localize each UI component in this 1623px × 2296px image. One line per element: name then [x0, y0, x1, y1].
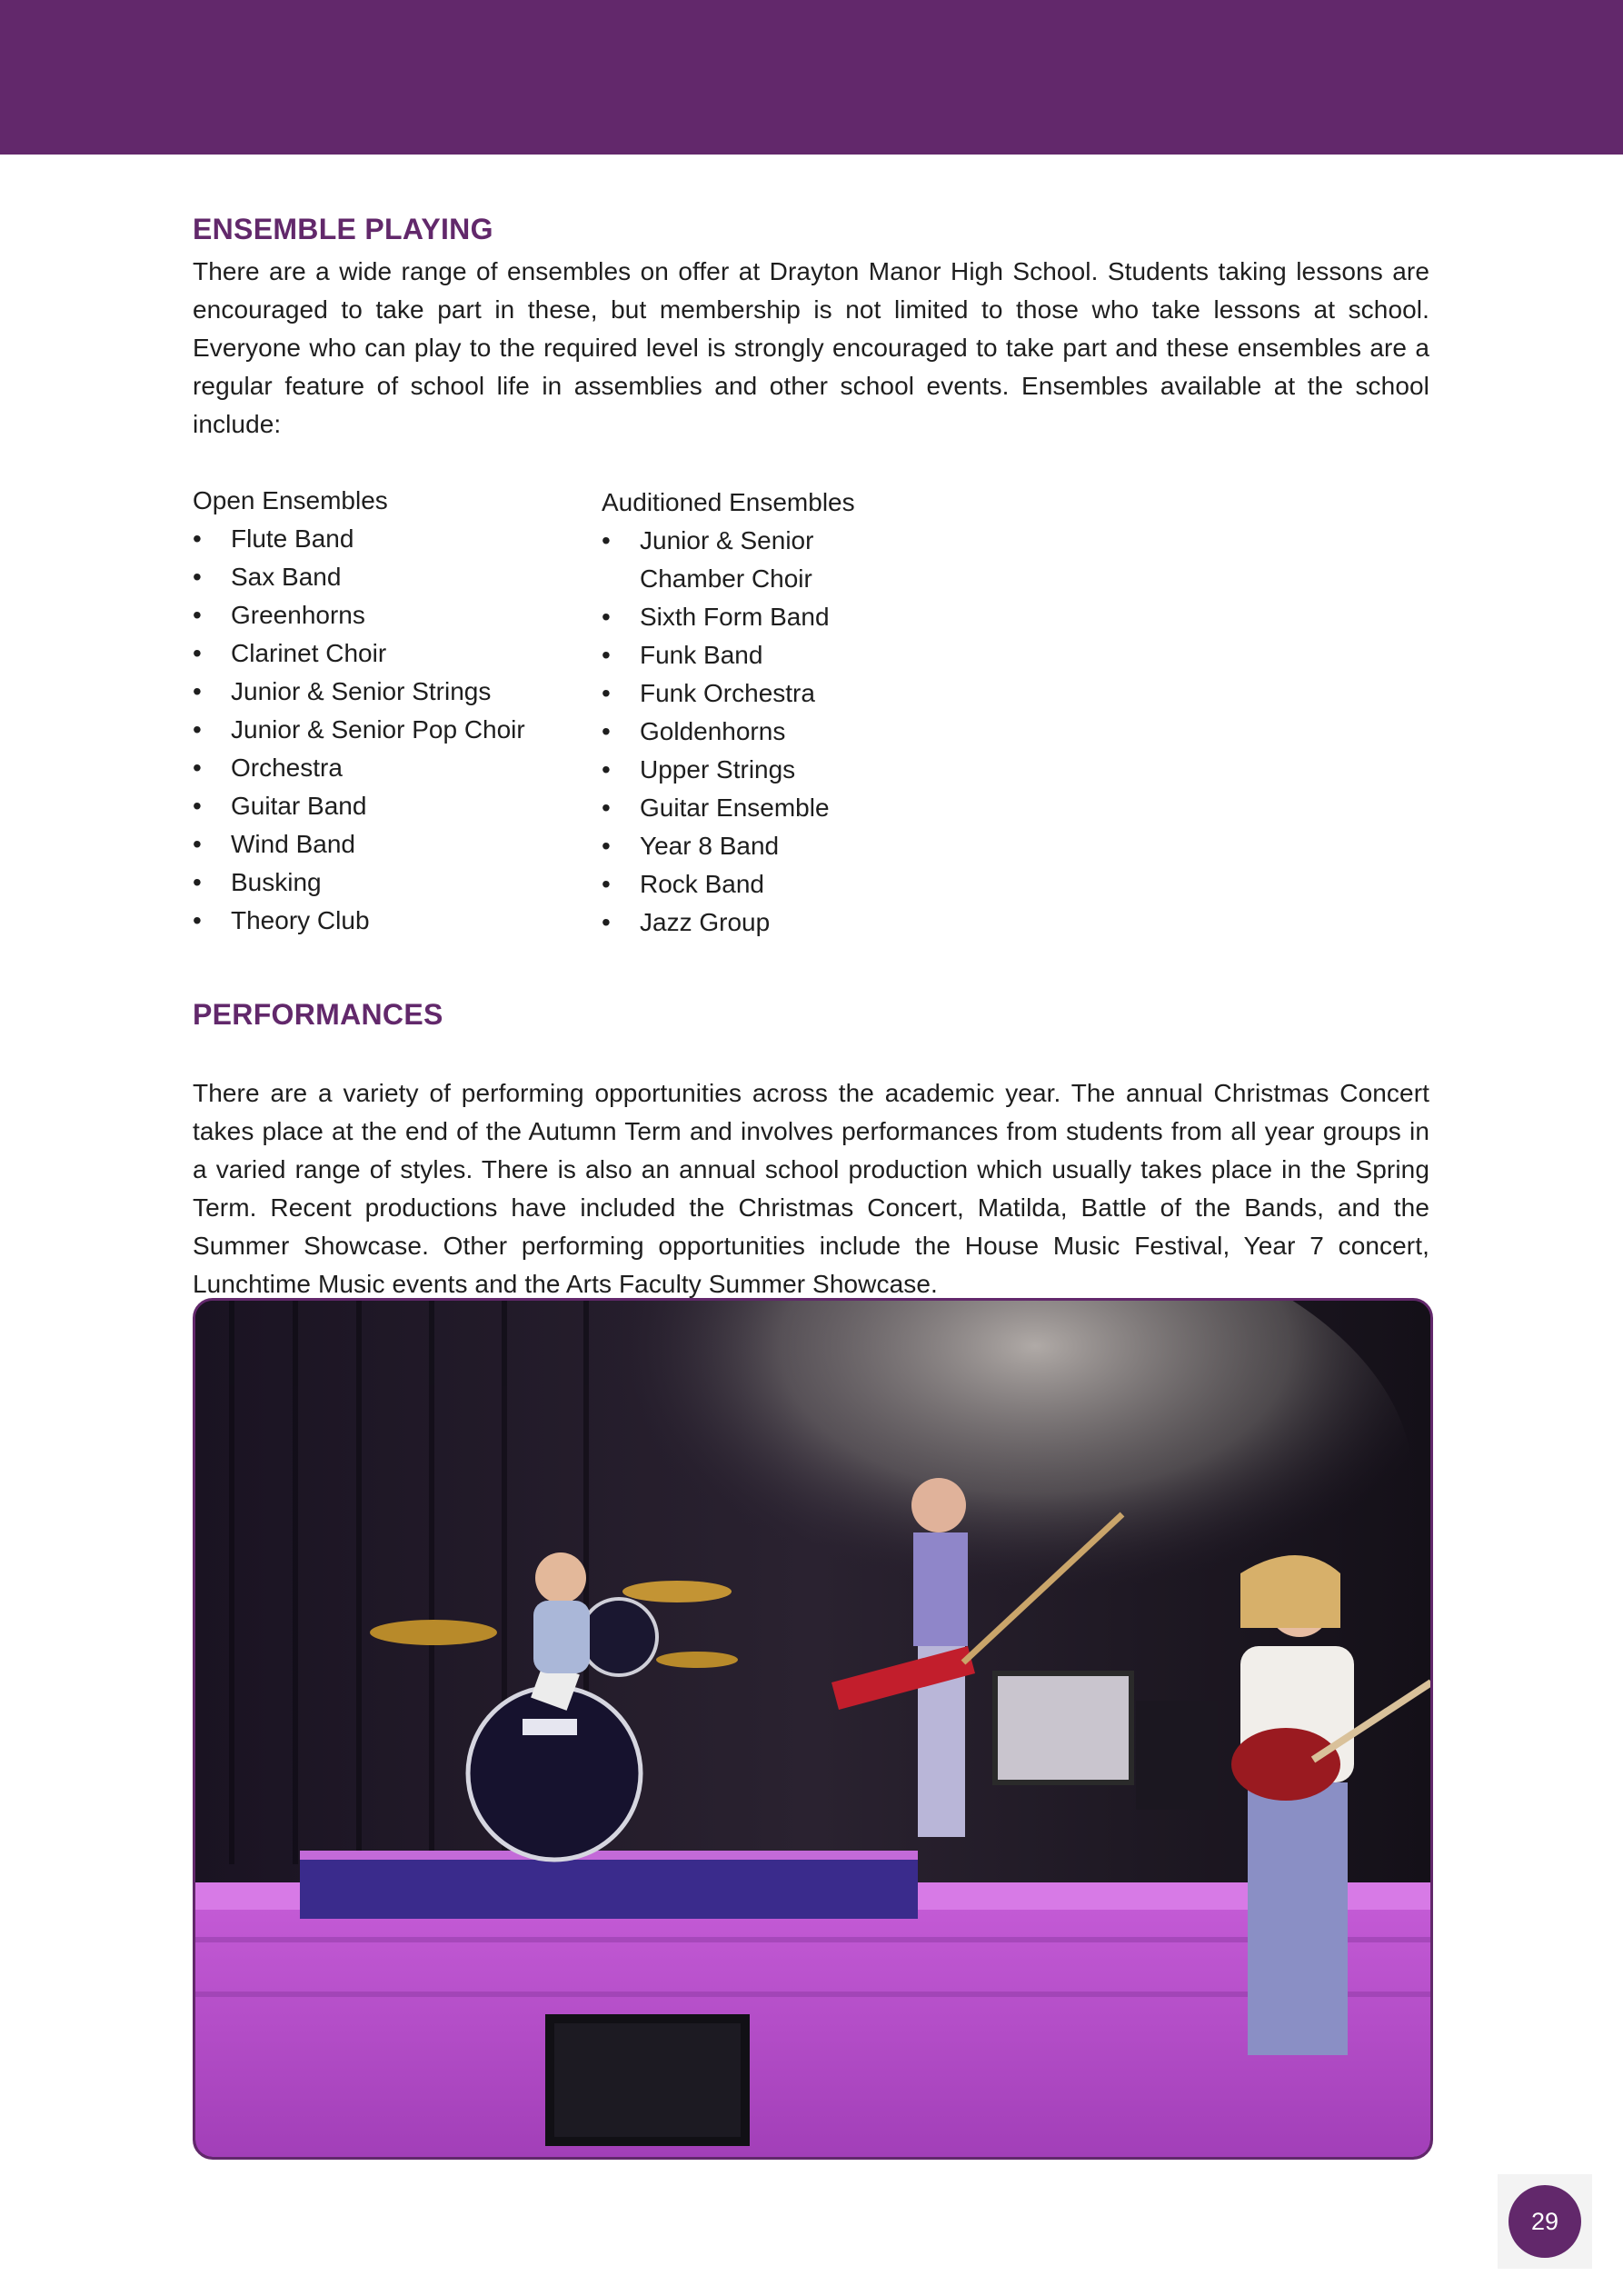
- bullet-icon: •: [193, 715, 202, 744]
- auditioned-ensembles-column: [602, 484, 855, 942]
- open-ensembles-list: [193, 520, 525, 940]
- ensemble-intro: There are a wide range of ensembles on offer at Drayton Manor High School. Students taking lessons are encouraged to take part in these, but membership is not limited to those who take lessons at school. Everyone who can play to the required level is strongly encouraged to take part and these ensembles are a regular feature of school life in assemblies and other school events. Ensembles available at the school include:: [193, 257, 1429, 438]
- bullet-icon: •: [193, 868, 202, 896]
- bullet-icon: •: [193, 677, 202, 705]
- open-ensemble-item: [193, 711, 525, 749]
- open-ensemble-item: [193, 596, 525, 634]
- open-ensemble-item: [193, 673, 525, 711]
- open-ensemble-item: [193, 787, 525, 825]
- bullet-icon: •: [193, 754, 202, 782]
- bullet-icon: •: [193, 601, 202, 629]
- bullet-icon: •: [602, 603, 611, 631]
- open-ensemble-item: [193, 863, 525, 902]
- auditioned-ensemble-item-label: Funk Orchestra: [640, 679, 815, 707]
- auditioned-ensemble-item-label: Sixth Form Band: [640, 603, 830, 631]
- open-ensemble-item-label: Sax Band: [231, 563, 342, 591]
- auditioned-ensemble-item-label: Goldenhorns: [640, 717, 786, 745]
- open-ensemble-item-label: Busking: [231, 868, 322, 896]
- auditioned-ensemble-item: [602, 789, 855, 827]
- auditioned-ensemble-item: [602, 903, 855, 942]
- auditioned-ensemble-item: [602, 674, 855, 713]
- open-ensemble-item-label: Greenhorns: [231, 601, 365, 629]
- ensemble-heading: ENSEMBLE PLAYING: [193, 213, 493, 245]
- header-band: [0, 0, 1623, 155]
- open-ensemble-item-label: Flute Band: [231, 524, 354, 553]
- bullet-icon: •: [602, 755, 611, 784]
- open-ensemble-item-label: Theory Club: [231, 906, 370, 934]
- bullet-icon: •: [193, 830, 202, 858]
- bullet-icon: •: [602, 526, 611, 554]
- open-ensemble-item: [193, 902, 525, 940]
- ensemble-lists: [193, 482, 1429, 954]
- auditioned-ensemble-item-label: Junior & Senior Chamber Choir: [640, 526, 814, 593]
- open-ensemble-item-label: Guitar Band: [231, 792, 367, 820]
- bullet-icon: •: [193, 524, 202, 553]
- open-ensemble-item: [193, 558, 525, 596]
- auditioned-ensemble-item: [602, 636, 855, 674]
- auditioned-ensemble-item: [602, 827, 855, 865]
- auditioned-ensemble-item-label: Guitar Ensemble: [640, 794, 830, 822]
- bullet-icon: •: [602, 870, 611, 898]
- open-ensemble-item: [193, 749, 525, 787]
- performances-heading: PERFORMANCES: [193, 998, 443, 1031]
- performances-body: There are a variety of performing opportunities across the academic year. The annual Christmas Concert takes place at the end of the Autumn Term and involves performances from students from all year groups in a varied range of styles. There is also an annual school production which usually takes place in the Spring Term. Recent productions have included the Christmas Concert, Matilda, Battle of the Bands, and the Summer Showcase. Other performing opportunities include the House Music Festival, Year 7 concert, Lunchtime Music events and the Arts Faculty Summer Showcase.: [193, 1079, 1429, 1298]
- auditioned-ensemble-item: [602, 751, 855, 789]
- bullet-icon: •: [602, 679, 611, 707]
- auditioned-ensemble-item: [602, 865, 855, 903]
- open-ensemble-item: [193, 520, 525, 558]
- auditioned-ensembles-list: [602, 522, 855, 942]
- auditioned-ensemble-item-label: Upper Strings: [640, 755, 796, 784]
- band-performance-photo: [193, 1298, 1433, 2160]
- bullet-icon: •: [602, 641, 611, 669]
- page-content: [193, 205, 1429, 1303]
- open-ensemble-item-label: Junior & Senior Pop Choir: [231, 715, 525, 744]
- open-ensemble-item: [193, 825, 525, 863]
- open-ensemble-item-label: Wind Band: [231, 830, 355, 858]
- auditioned-ensemble-item-label: Rock Band: [640, 870, 764, 898]
- open-ensembles-heading: Open Ensembles: [193, 486, 388, 514]
- page-number-box: [1498, 2174, 1592, 2269]
- bullet-icon: •: [193, 639, 202, 667]
- auditioned-ensemble-item-label: Year 8 Band: [640, 832, 780, 860]
- open-ensemble-item-label: Clarinet Choir: [231, 639, 387, 667]
- auditioned-ensemble-item-label: Jazz Group: [640, 908, 771, 936]
- bullet-icon: •: [602, 832, 611, 860]
- open-ensemble-item-label: Junior & Senior Strings: [231, 677, 492, 705]
- bullet-icon: •: [193, 563, 202, 591]
- open-ensemble-item-label: Orchestra: [231, 754, 343, 782]
- auditioned-ensemble-item-label: Funk Band: [640, 641, 763, 669]
- auditioned-ensemble-item: [602, 598, 855, 636]
- bullet-icon: •: [602, 717, 611, 745]
- bullet-icon: •: [193, 906, 202, 934]
- bullet-icon: •: [602, 908, 611, 936]
- page-number: 29: [1508, 2185, 1581, 2258]
- open-ensembles-column: [193, 482, 525, 940]
- auditioned-ensembles-heading: Auditioned Ensembles: [602, 488, 855, 516]
- open-ensemble-item: [193, 634, 525, 673]
- bullet-icon: •: [602, 794, 611, 822]
- auditioned-ensemble-item: [602, 522, 855, 598]
- auditioned-ensemble-item: [602, 713, 855, 751]
- bullet-icon: •: [193, 792, 202, 820]
